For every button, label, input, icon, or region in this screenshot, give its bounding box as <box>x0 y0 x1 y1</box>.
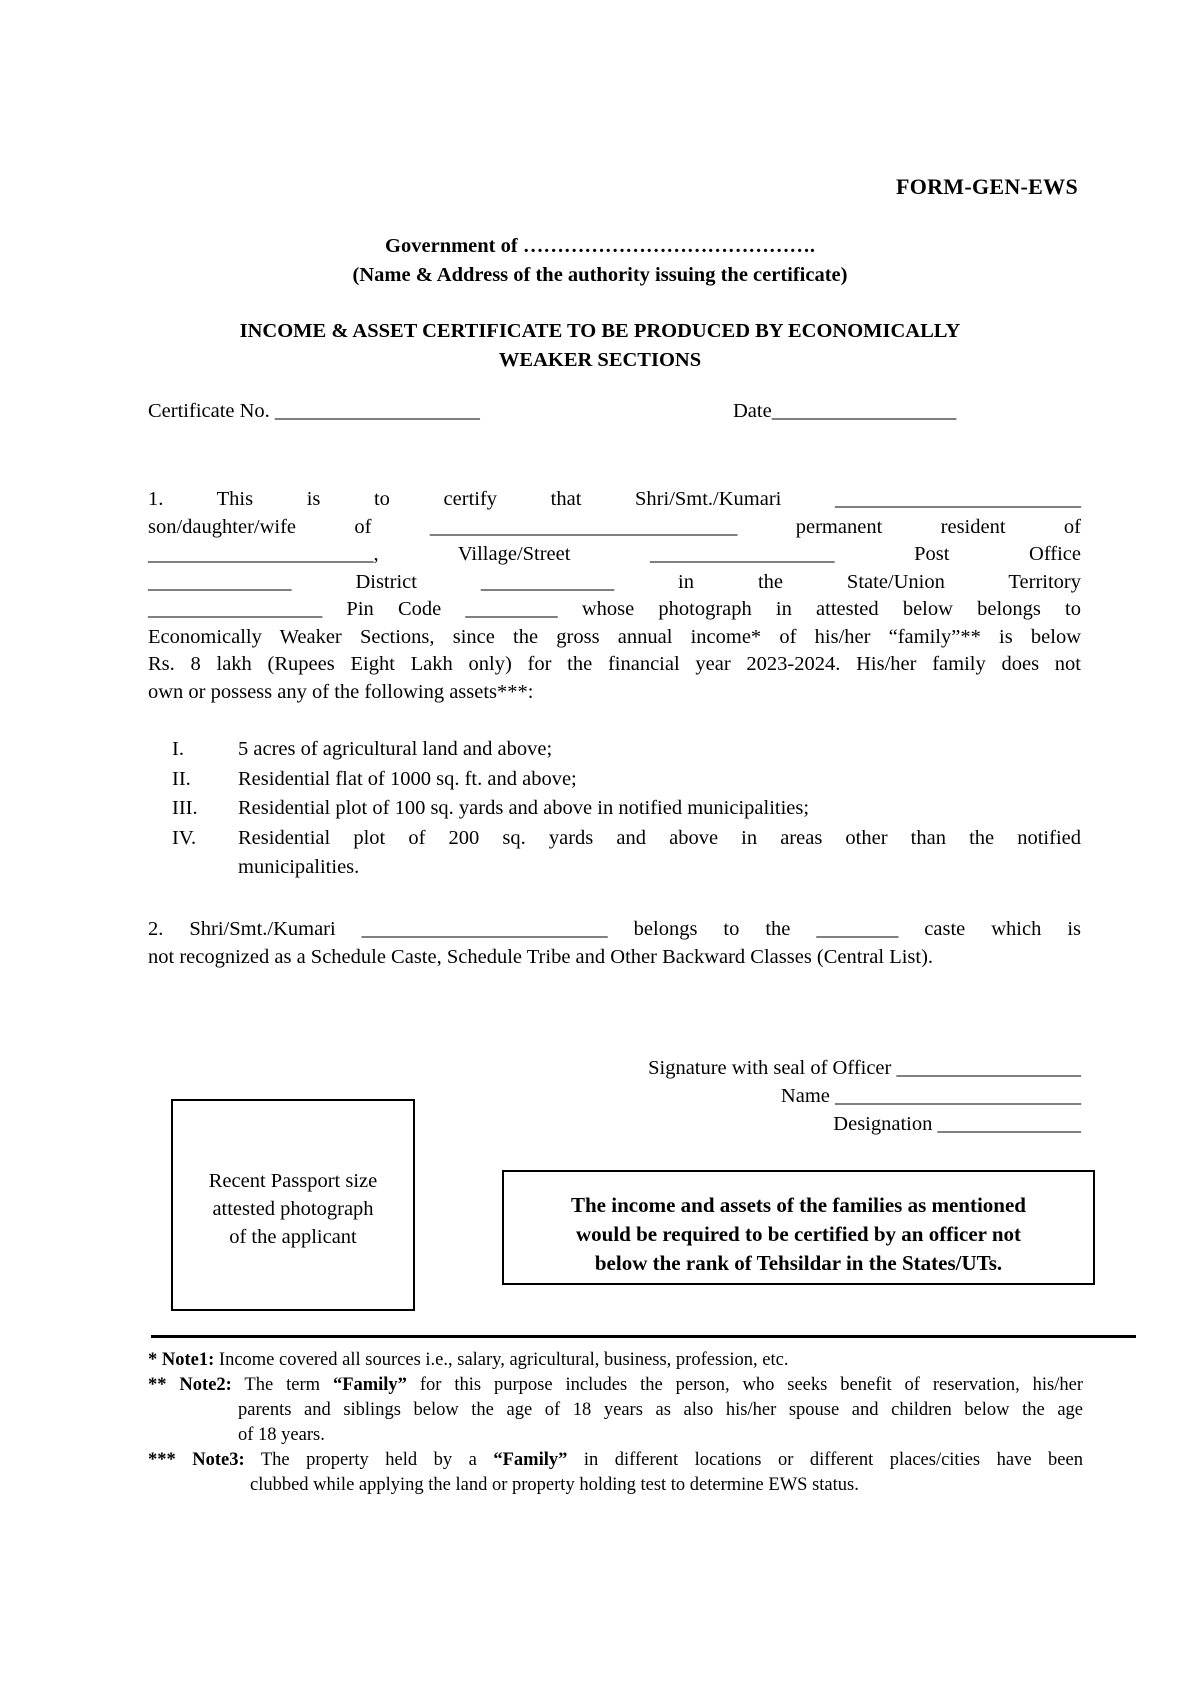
asset-number: IV. <box>172 826 197 849</box>
para1-line-1: 1. This is to certify that Shri/Smt./Kumari ________________________ <box>148 488 1081 510</box>
note-1 <box>148 1348 1083 1373</box>
note-3-line-2: clubbed while applying the land or property holding test to determine EWS status. <box>250 1475 859 1495</box>
para2-line-2: not recognized as a Schedule Caste, Schedule Tribe and Other Backward Classes (Central List). <box>148 945 934 968</box>
notice-line-2: would be required to be certified by an officer not <box>575 1222 1022 1246</box>
note-3 <box>148 1448 1083 1498</box>
note-2 <box>148 1373 1083 1448</box>
note-2-line-3: of 18 years. <box>238 1425 325 1445</box>
list-item <box>172 765 1081 795</box>
para1-line-5: _________________ Pin Code _________ whose photograph in attested below belongs to <box>148 598 1081 620</box>
para1-line-2: son/daughter/wife of ______________________________ permanent resident of <box>148 515 1081 538</box>
government-header <box>0 232 1200 290</box>
photo-box-line-3: of the applicant <box>229 1226 357 1248</box>
asset-text-line-1: Residential plot of 200 sq. yards and above in areas other than the notified <box>238 826 1081 849</box>
asset-number: II. <box>172 767 191 790</box>
note-2-family: “Family” <box>332 1375 407 1395</box>
note-3-text-b: in different locations or different places/cities have been <box>567 1450 1083 1470</box>
footnotes <box>148 1348 1083 1498</box>
note-1-text: Income covered all sources i.e., salary, agricultural, business, profession, etc. <box>214 1350 789 1370</box>
photograph-box <box>171 1099 415 1311</box>
photo-box-line-1: Recent Passport size <box>208 1170 378 1192</box>
signature-line[interactable]: Signature with seal of Officer __________________ <box>648 1057 1081 1079</box>
list-item <box>172 794 1081 824</box>
asset-text-multiline <box>238 824 1081 883</box>
note-3-text-a: The property held by a <box>244 1450 494 1470</box>
note-2-text-b: for this purpose includes the person, who seeks benefit of reservation, his/her <box>406 1375 1083 1395</box>
photo-box-line-2: attested photograph <box>212 1198 374 1220</box>
title-line-2: WEAKER SECTIONS <box>498 349 702 371</box>
note-2-label: ** Note2: <box>148 1375 232 1395</box>
asset-list <box>172 735 1081 883</box>
certificate-title <box>150 317 1050 375</box>
certification-paragraph <box>148 486 1081 706</box>
para1-line-4: ______________ District _____________ in the State/Union Territory <box>148 570 1081 593</box>
asset-text: 5 acres of agricultural land and above; <box>238 738 553 760</box>
designation-line[interactable]: Designation ______________ <box>833 1113 1081 1135</box>
asset-text-line-2: municipalities. <box>238 856 360 878</box>
note-1-label: * Note1: <box>148 1350 215 1370</box>
para2-line-1: 2. Shri/Smt./Kumari ________________________ belongs to the ________ caste which is <box>148 918 1081 940</box>
note-2-line-2: parents and siblings below the age of 18 years as also his/her spouse and children below the age <box>238 1400 1083 1420</box>
para1-line-3: ______________________, Village/Street __________________ Post Office <box>148 543 1081 565</box>
caste-paragraph <box>148 916 1081 971</box>
asset-number: I. <box>172 738 184 760</box>
divider <box>151 1335 1136 1338</box>
list-item <box>172 824 1081 883</box>
notice-line-1: The income and assets of the families as mentioned <box>571 1193 1026 1217</box>
title-line-1: INCOME & ASSET CERTIFICATE TO BE PRODUCED BY ECONOMICALLY <box>239 320 961 342</box>
asset-number: III. <box>172 797 198 819</box>
signature-block <box>648 1054 1081 1138</box>
asset-text: Residential flat of 1000 sq. ft. and above; <box>238 767 577 790</box>
para1-line-8: own or possess any of the following assets***: <box>148 680 534 703</box>
para1-line-7: Rs. 8 lakh (Rupees Eight Lakh only) for the financial year 2023-2024. His/her family does not <box>148 653 1081 675</box>
note-3-family: “Family” <box>493 1450 568 1470</box>
form-code: FORM-GEN-EWS <box>895 174 1078 199</box>
certification-notice-box <box>502 1170 1095 1285</box>
certificate-number-field[interactable]: Certificate No. ____________________ <box>148 400 480 422</box>
date-field[interactable]: Date__________________ <box>733 400 957 422</box>
authority-line: (Name & Address of the authority issuing the certificate) <box>352 264 848 286</box>
note-2-text-a: The term <box>231 1375 333 1395</box>
government-line: Government of ……………………………………. <box>385 235 815 257</box>
asset-text: Residential plot of 100 sq. yards and above in notified municipalities; <box>238 797 810 819</box>
para1-line-6: Economically Weaker Sections, since the gross annual income* of his/her “family”** is below <box>148 625 1081 648</box>
officer-name-line[interactable]: Name ________________________ <box>780 1085 1081 1107</box>
list-item <box>172 735 1081 765</box>
notice-line-3: below the rank of Tehsildar in the States/UTs. <box>594 1251 1003 1275</box>
note-3-label: *** Note3: <box>148 1450 245 1470</box>
